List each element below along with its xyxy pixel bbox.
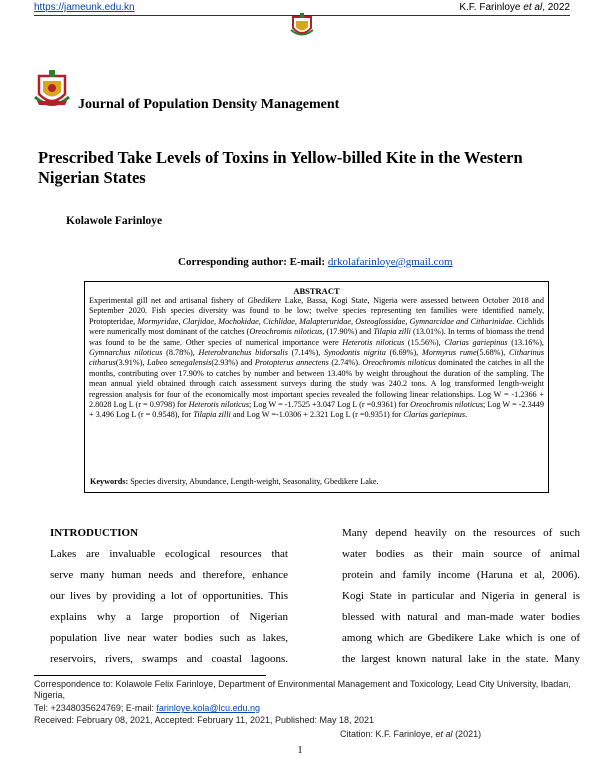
- footnote-dates: Received: February 08, 2021, Accepted: February 11, 2021, Published: May 18, 2021: [34, 715, 375, 725]
- abstract-keywords: [90, 477, 544, 486]
- keywords-text: Species diversity, Abundance, Length-weight, Seasonality, Gbedikere Lake.: [128, 477, 379, 486]
- intro-line: Lakes are invaluable ecological resources that: [50, 548, 288, 560]
- citation: Citation: K.F. Farinloye, et al (2021): [340, 729, 482, 739]
- intro-line: among which are Gbedikere Lake which is one of: [342, 632, 580, 644]
- intro-line: explains why a large proportion of Nigerian: [50, 611, 288, 623]
- intro-line: population live near water bodies such as lakes,: [50, 632, 288, 644]
- footnote-correspondence: Correspondence to: Kolawole Felix Farinloye, Department of Environmental Management and Toxicology, Lead City University, Ibadan, Nigeria,: [34, 679, 571, 700]
- intro-left-column: [50, 544, 288, 670]
- intro-line: the largest known natural lake in the state. Many: [342, 653, 580, 665]
- header-url[interactable]: [34, 2, 135, 13]
- intro-line: our lives by providing a lot of opportunities. This: [50, 590, 288, 602]
- corresponding-author: [178, 256, 453, 268]
- footnote-contact: Tel: +2348035624769; E-mail: farinloye.kola@lcu.edu.ng: [34, 703, 261, 713]
- intro-line: blessed with natural and man-made water bodies: [342, 611, 580, 623]
- footnote-email-link[interactable]: farinloye.kola@lcu.edu.ng: [156, 703, 261, 713]
- intro-line: serve many human needs and therefore, enhance: [50, 569, 288, 581]
- author-name: Kolawole Farinloye: [66, 215, 163, 227]
- journal-title: Journal of Population Density Management: [78, 97, 340, 112]
- intro-right-column: [342, 523, 580, 670]
- intro-line: Kogi State in particular and Nigeria in general is: [342, 590, 580, 602]
- intro-line: reservoirs, rivers, swamps and coastal lagoons.: [50, 653, 288, 665]
- intro-heading: INTRODUCTION: [50, 527, 139, 539]
- page-number: 1: [297, 745, 303, 756]
- abstract-heading: ABSTRACT: [293, 286, 340, 296]
- abstract-box: [84, 281, 549, 493]
- crest-logo-small: [290, 13, 314, 39]
- header-url-link[interactable]: https://jameunk.edu.kn: [34, 2, 135, 13]
- header-author: K.F. Farinloye et al, 2022: [459, 2, 570, 13]
- intro-line: protein and family income (Haruna et al, 2006).: [342, 569, 580, 581]
- footnote-rule: [34, 675, 266, 676]
- paper-title: Prescribed Take Levels of Toxins in Yellow-billed Kite in the Western Nigerian States: [38, 148, 523, 187]
- intro-line: water bodies as their main source of animal: [342, 548, 580, 560]
- intro-line: Many depend heavily on the resources of such: [342, 527, 580, 539]
- keywords-label: Keywords:: [90, 477, 129, 486]
- corresponding-label: Corresponding author: E-mail:: [178, 256, 326, 268]
- abstract-text: Experimental gill net and artisanal fishery of Gbedikere Lake, Bassa, Kogi State, Nigeria were assessed between October 2018 and September 2020. Fish species diversity was found to be low; twelve species representing ten families were identified namely, Protopteridae, Mormyridae, Clarjidae, Mochokidae, Cichlidae, Malapteruridae, Osteoglossidae, Gymnarcidae and Citharinidae. Cichlids were numerically most dominant of the catches (Oreochromis niloticus, (17.90%) and Tilapia zilli (13.01%). In terms of biomass the trend was found to be the same. Other species of numerical importance were Heterotis niloticus (15.56%), Clarias gariepinus (13.16%), Gymnarchus niloticus (8.78%), Heterobranchus bidorsalis (7.14%), Synodontis nigrita (6.69%), Mormyrus rume(5.68%), Citharinus citharus(3.91%), Labeo senegalensis(2.93%) and Protopterus annectens (2.74%). Oreochromis niloticus dominated the catches in all the months, contributing over 17.90% to catches by number and between 13.40% by weight throughout the duration of the sampling. The mean annual yield obtained through catch assessment surveys during the study was 240.2 tons. A log transformed length-weight regression analysis for four of the economically most important species revealed the following linear relationships. Log W = -1.2366 + 2.8028 Log L (r = 0.9798) for Heterotis niloticus; Log W = -1.7525 +3.047 Log L (r =0.9361) for Oreochromis niloticus; Log W = -2.3449 + 3.496 Log L (r = 0.9548), for Tilapia zilli and Log W =-1.0306 + 2.321 Log L (r =0.9351) for Clarias gariepinus.: [89, 296, 545, 420]
- journal-crest-logo: [33, 70, 71, 112]
- corresponding-email-link[interactable]: drkolafarinloye@gmail.com: [327, 256, 453, 268]
